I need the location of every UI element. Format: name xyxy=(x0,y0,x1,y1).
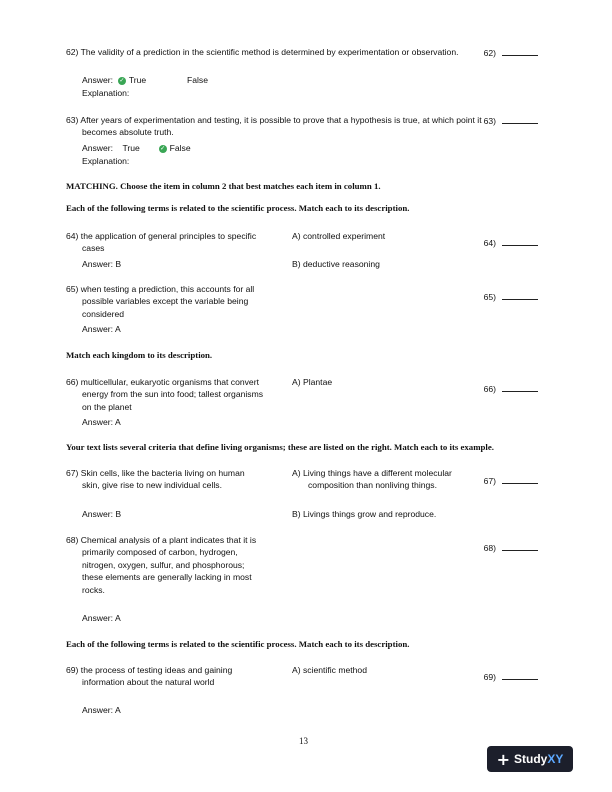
question-68-answer: Answer: A xyxy=(82,613,121,623)
question-63-answer-row xyxy=(82,142,191,154)
option-a: A) Plantae xyxy=(292,377,333,387)
question-62-number-label: 62) xyxy=(483,48,496,58)
answer-blank-68[interactable] xyxy=(502,541,538,551)
answer-blank-67[interactable] xyxy=(502,474,538,484)
page-number: 13 xyxy=(299,736,308,746)
option-false: False xyxy=(169,143,191,153)
question-65-text: 65) when testing a prediction, this accounts for all possible variables except the variable being considered xyxy=(66,284,255,319)
check-icon: ✓ xyxy=(160,145,166,152)
question-69-text: 69) the process of testing ideas and gaining information about the natural world xyxy=(66,665,233,688)
section-heading: Each of the following terms is related to the scientific process. Match each to its description. xyxy=(66,639,410,649)
question-65-number xyxy=(480,290,538,303)
answer-blank-63[interactable] xyxy=(502,114,538,124)
option-a: A) controlled experiment xyxy=(292,231,386,241)
option-true: True xyxy=(128,75,147,85)
plus-icon: + xyxy=(496,749,511,769)
option-b: B) deductive reasoning xyxy=(292,259,380,269)
question-63-text: 63) After years of experimentation and testing, it is possible to prove that a hypothesis is true, at which point it becomes absolute truth. xyxy=(66,115,482,138)
logo-word-study: Study xyxy=(514,752,548,766)
explanation-label: Explanation: xyxy=(82,156,130,166)
answer-label: Answer: xyxy=(82,143,114,153)
answer-blank-66[interactable] xyxy=(502,382,538,392)
question-66-text: 66) multicellular, eukaryotic organisms that convert energy from the sun into food; tallest organisms on the planet xyxy=(66,377,264,412)
question-63-number xyxy=(480,114,538,127)
question-65-answer: Answer: A xyxy=(82,324,121,334)
question-64-text: 64) the application of general principles to specific cases xyxy=(66,231,257,254)
answer-label: Answer: xyxy=(82,75,114,85)
option-false: False xyxy=(186,75,208,85)
question-69-number xyxy=(480,670,538,683)
question-67-number xyxy=(480,474,538,487)
option-b: B) Livings things grow and reproduce. xyxy=(292,509,437,519)
answer-blank-62[interactable] xyxy=(502,46,538,56)
question-62-number xyxy=(480,46,538,59)
option-a: A) scientific method xyxy=(292,665,367,675)
option-true: True xyxy=(122,143,140,153)
question-62-text: 62) The validity of a prediction in the scientific method is determined by experimentation or observation. xyxy=(66,47,459,57)
explanation-label: Explanation: xyxy=(82,88,130,98)
question-68-text: 68) Chemical analysis of a plant indicates that it is primarily composed of carbon, hydrogen, nitrogen, oxygen, sulfur, and phosphorous; these elements are generally lacking in most rocks. xyxy=(66,535,257,595)
answer-blank-64[interactable] xyxy=(502,236,538,246)
check-icon: ✓ xyxy=(119,77,125,84)
question-69-number-label: 69) xyxy=(483,672,496,682)
question-64-number-label: 64) xyxy=(483,238,496,248)
question-62-answer-row xyxy=(82,74,208,86)
studyxy-logo xyxy=(487,746,573,772)
question-63-number-label: 63) xyxy=(483,116,496,126)
question-68-number-label: 68) xyxy=(483,543,496,553)
section-heading: Your text lists several criteria that define living organisms; these are listed on the right. Match each to its example. xyxy=(66,442,494,452)
question-64-answer: Answer: B xyxy=(82,259,122,269)
question-66-number-label: 66) xyxy=(483,384,496,394)
question-69-answer: Answer: A xyxy=(82,705,121,715)
question-65-number-label: 65) xyxy=(483,292,496,302)
answer-blank-69[interactable] xyxy=(502,670,538,680)
question-66-answer: Answer: A xyxy=(82,417,121,427)
matching-heading: MATCHING. Choose the item in column 2 that best matches each item in column 1. xyxy=(66,181,381,191)
question-66-number xyxy=(480,382,538,395)
answer-blank-65[interactable] xyxy=(502,290,538,300)
question-64-number xyxy=(480,236,538,249)
question-67-answer: Answer: B xyxy=(82,509,122,519)
logo-word-xy: XY xyxy=(547,752,564,766)
question-67-number-label: 67) xyxy=(483,476,496,486)
section-heading: Each of the following terms is related to the scientific process. Match each to its description. xyxy=(66,203,410,213)
section-heading: Match each kingdom to its description. xyxy=(66,350,213,360)
question-68-number xyxy=(480,541,538,554)
question-67-text: 67) Skin cells, like the bacteria living on human skin, give rise to new individual cells. xyxy=(66,468,245,491)
option-a: A) Living things have a different molecular composition than nonliving things. xyxy=(292,468,452,491)
